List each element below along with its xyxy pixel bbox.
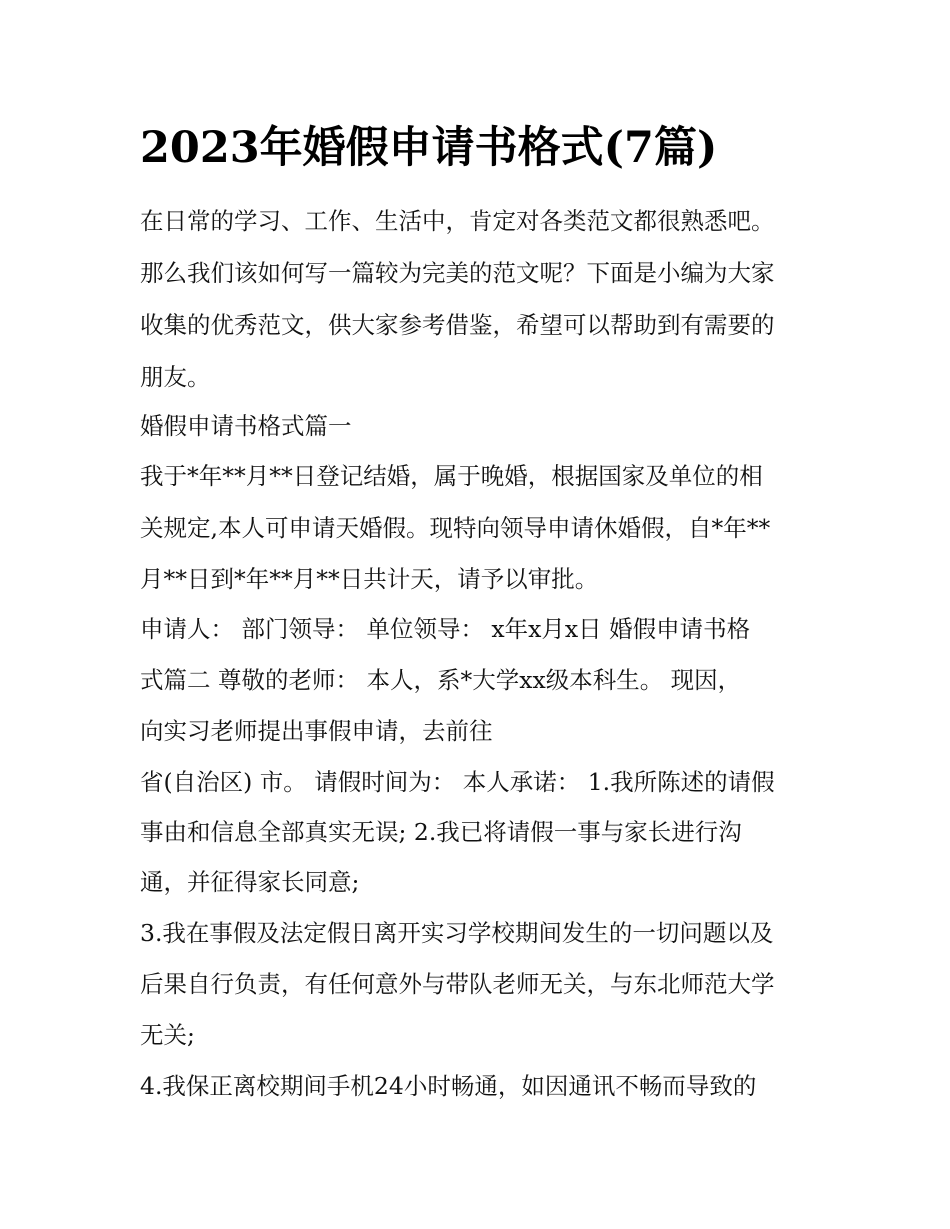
paragraph-line: 省(自治区) 市。 请假时间为： 本人承诺： 1.我所陈述的请假 [140, 768, 775, 796]
paragraph-line: 无关; [140, 1021, 195, 1049]
section-heading: 婚假申请书格式篇一 [140, 412, 352, 440]
paragraph-line: 向实习老师提出事假申请，去前往 [140, 717, 493, 745]
paragraph-line: 后果自行负责，有任何意外与带队老师无关，与东北师范大学 [140, 970, 775, 998]
paragraph-line: 在日常的学习、工作、生活中，肯定对各类范文都很熟悉吧。 [140, 207, 775, 235]
document-title: 2023年婚假申请书格式(7篇) [140, 123, 718, 173]
paragraph-line: 3.我在事假及法定假日离开实习学校期间发生的一切问题以及 [140, 919, 774, 947]
paragraph-line: 关规定,本人可申请天婚假。现特向领导申请休婚假，自*年** [140, 514, 771, 542]
paragraph-line: 收集的优秀范文，供大家参考借鉴，希望可以帮助到有需要的 [140, 311, 775, 339]
paragraph-line: 申请人： 部门领导： 单位领导： x年x月x日 婚假申请书格 [140, 615, 751, 643]
paragraph-line: 4.我保正离校期间手机24小时畅通，如因通讯不畅而导致的 [140, 1072, 757, 1100]
paragraph-line: 我于*年**月**日登记结婚，属于晚婚，根据国家及单位的相 [140, 462, 763, 490]
paragraph-line: 月**日到*年**月**日共计天，请予以审批。 [140, 565, 599, 593]
paragraph-line: 事由和信息全部真实无误; 2.我已将请假一事与家长进行沟 [140, 818, 742, 846]
paragraph-line: 通，并征得家长同意; [140, 868, 360, 896]
paragraph-line: 式篇二 尊敬的老师： 本人，系*大学xx级本科生。 现因， [140, 666, 742, 694]
paragraph-line: 朋友。 [140, 363, 211, 391]
paragraph-line: 那么我们该如何写一篇较为完美的范文呢？下面是小编为大家 [140, 259, 775, 287]
